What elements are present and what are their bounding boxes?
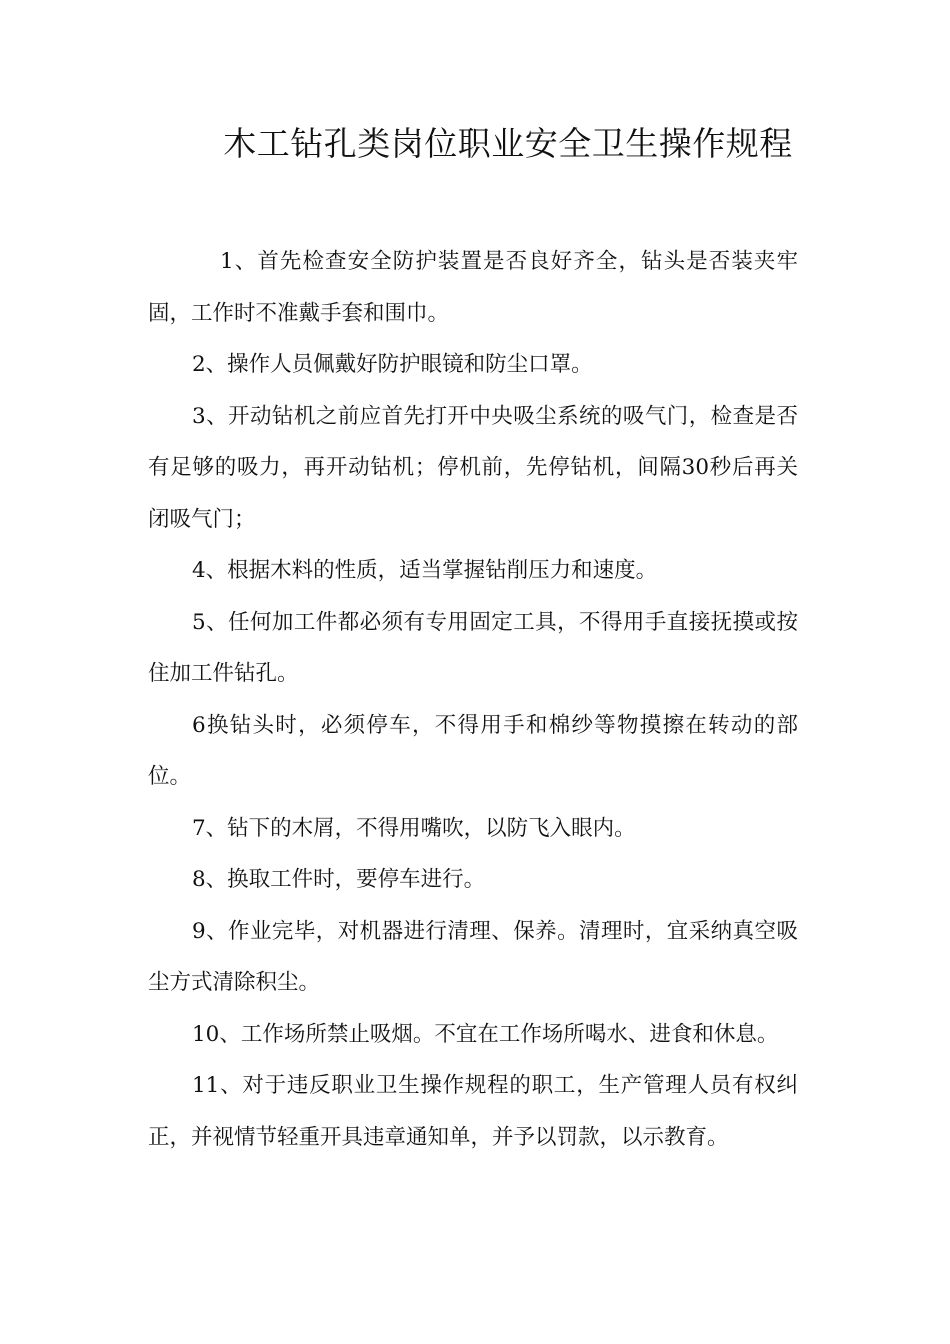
paragraph-10: 10、工作场所禁止吸烟。不宜在工作场所喝水、进食和休息。 (192, 1021, 779, 1047)
paragraph-6: 6换钻头时，必须停车，不得用手和棉纱等物摸擦在转动的部位。 (148, 712, 798, 789)
paragraph-5: 5、任何加工件都必须有专用固定工具，不得用手直接抚摸或按住加工件钻孔。 (148, 609, 798, 686)
paragraph-2: 2、操作人员佩戴好防护眼镜和防尘口罩。 (192, 352, 593, 377)
paragraph-8: 8、换取工件时，要停车进行。 (192, 867, 486, 892)
paragraph-1: 1、首先检查安全防护装置是否良好齐全，钻头是否装夹牢固，工作时不准戴手套和围巾。 (148, 249, 798, 326)
document-title: 木工钻孔类岗位职业安全卫生操作规程 (223, 124, 793, 163)
paragraph-4: 4、根据木料的性质，适当掌握钻削压力和速度。 (192, 558, 658, 583)
paragraph-11: 11、对于违反职业卫生操作规程的职工，生产管理人员有权纠正，并视情节轻重开具违章通知单，并予以罚款，以示教育。 (148, 1073, 798, 1150)
paragraph-3: 3、开动钻机之前应首先打开中央吸尘系统的吸气门，检查是否有足够的吸力，再开动钻机；停机前，先停钻机，间隔30秒后再关闭吸气门； (148, 403, 798, 532)
paragraph-9: 9、作业完毕，对机器进行清理、保养。清理时，宜采纳真空吸尘方式清除积尘。 (148, 918, 798, 995)
document-body (148, 236, 798, 1163)
paragraph-7: 7、钻下的木屑，不得用嘴吹，以防飞入眼内。 (192, 815, 636, 841)
